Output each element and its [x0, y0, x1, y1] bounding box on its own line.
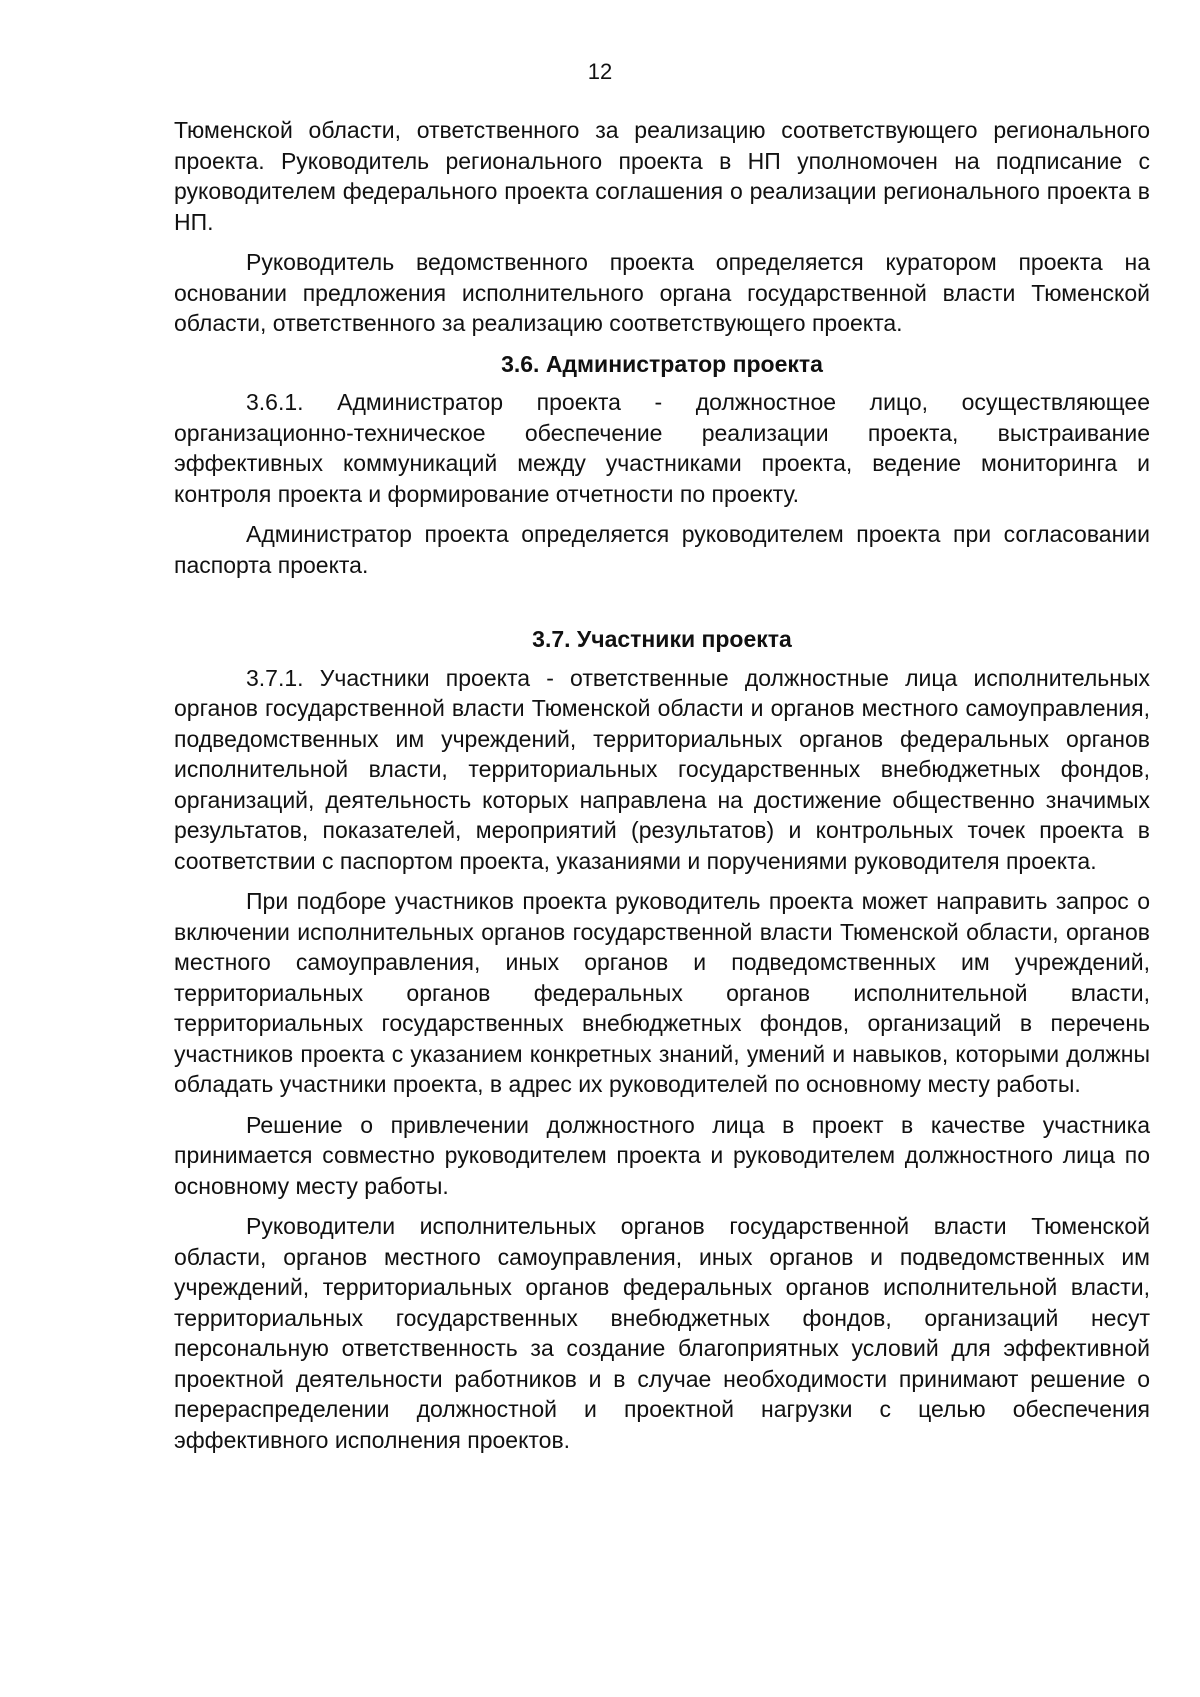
section-3-6-heading: 3.6. Администратор проекта: [501, 350, 823, 377]
section-3-7-decision-paragraph: Решение о привлечении должностного лица в проект в качестве участника принимается совместно руководителем проекта и руководителем должностного лица по основному месту работы.: [174, 1111, 1150, 1199]
section-3-7-1-paragraph: 3.7.1. Участники проекта - ответственные должностные лица исполнительных органов государственной власти Тюменской области и органов местного самоуправления, подведомственных им учреждений, территориальных органов федеральных органов исполнительной власти, территориальных государственных внебюджетных фондов, организаций, деятельность которых направлена на достижение общественно значимых результатов, показателей, мероприятий (результатов) и контрольных точек проекта в соответствии с паспортом проекта, указаниями и поручениями руководителя проекта.: [174, 664, 1150, 874]
section-3-7-responsibility-paragraph: Руководители исполнительных органов государственной власти Тюменской области, органов местного самоуправления, иных органов и подведомственных им учреждений, территориальных органов федеральных органов исполнительной власти, территориальных государственных внебюджетных фондов, организаций несут персональную ответственность за создание благоприятных условий для эффективной проектной деятельности работников и в случае необходимости принимают решение о перераспределении должностной и проектной нагрузки с целью обеспечения эффективного исполнения проектов.: [174, 1213, 1150, 1453]
page-number: 12: [587, 59, 613, 84]
section-3-7-heading: 3.7. Участники проекта: [532, 626, 792, 652]
intro-paragraph-continued: Тюменской области, ответственного за реализацию соответствующего регионального проекта. Руководитель регионального проекта в НП уполномочен на подписание с руководителем федерального проекта соглашения о реализации регионального проекта в НП.: [174, 117, 1150, 235]
section-3-6-administrator-paragraph: Администратор проекта определяется руководителем проекта при согласовании паспорта проекта.: [174, 521, 1150, 578]
section-3-6-1-paragraph: 3.6.1. Администратор проекта - должностное лицо, осуществляющее организационно-техническое обеспечение реализации проекта, выстраивание эффективных коммуникаций между участниками проекта, ведение мониторинга и контроля проекта и формирование отчетности по проекту.: [174, 389, 1150, 507]
section-3-7-selection-paragraph: При подборе участников проекта руководитель проекта может направить запрос о включении исполнительных органов государственной власти Тюменской области, органов местного самоуправления, иных органов и подведомственных им учреждений, территориальных органов федеральных органов исполнительной власти, территориальных государственных внебюджетных фондов, организаций в перечень участников проекта с указанием конкретных знаний, умений и навыков, которыми должны обладать участники проекта, в адрес их руководителей по основному месту работы.: [174, 888, 1150, 1097]
document-body: [174, 115, 1150, 1465]
intro-paragraph-project-leader: Руководитель ведомственного проекта определяется куратором проекта на основании предложения исполнительного органа государственной власти Тюменской области, ответственного за реализацию соответствующего проекта.: [174, 249, 1150, 336]
